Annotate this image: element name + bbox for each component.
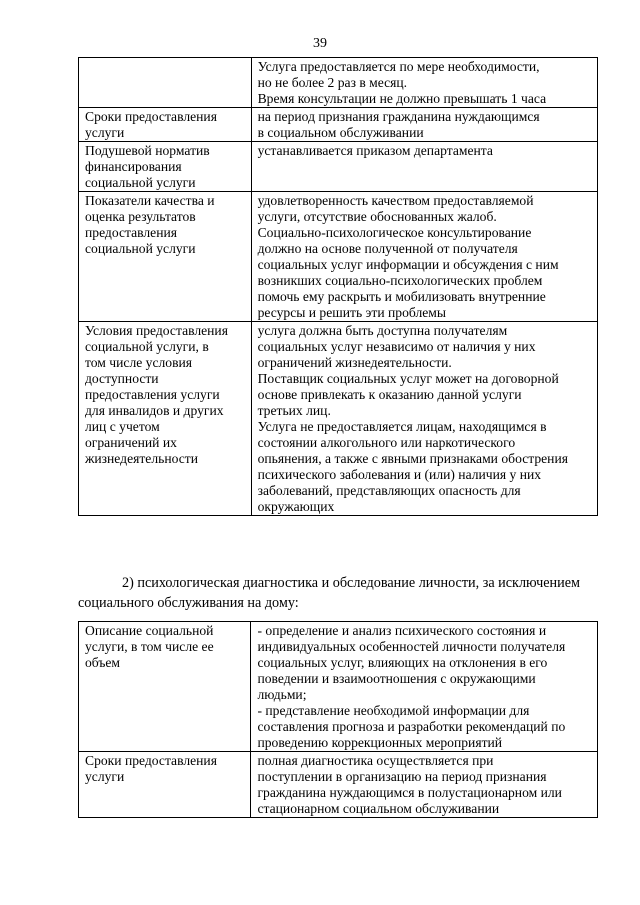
row-label-cell [79,322,252,516]
label-line: предоставления [85,225,178,240]
content-line: услуга должна быть доступна получателям [257,323,508,338]
section-paragraph [78,573,598,613]
row-label-cell [79,58,252,108]
content-line: Услуга предоставляется по мере необходимости, [257,59,540,74]
label-line: Показатели качества и [85,193,215,208]
content-line: удовлетворенность качеством предоставляемой [257,193,534,208]
content-line: психического заболевания и (или) наличия у них [257,467,542,482]
row-label-cell [79,622,251,752]
row-content-cell [251,322,597,516]
content-line: людьми; [257,687,307,702]
label-line: Подушевой норматив [85,143,210,158]
table-row [79,108,598,142]
content-line: но не более 2 раз в месяц. [257,75,408,90]
content-line: Услуга не предоставляется лицам, находящимся в [257,419,547,434]
content-line: Время консультации не должно превышать 1 часа [257,91,547,106]
service-table-1 [78,57,598,516]
content-line: устанавливается приказом департамента [257,143,493,158]
content-line: Социально-психологическое консультирование [257,225,532,240]
row-label-cell [79,192,252,322]
table-row [79,192,598,322]
label-line: финансирования [85,159,182,174]
content-line: в социальном обслуживании [257,125,424,140]
paragraph-line-2: социального обслуживания на дому: [78,595,299,611]
label-line: объем [85,655,121,670]
label-line: социальной услуги [85,241,196,256]
label-line: том числе условия [85,355,193,370]
label-line: для инвалидов и других [85,403,224,418]
content-line: ограничений жизнедеятельности. [257,355,452,370]
label-line: Условия предоставления [85,323,228,338]
content-line: окружающих [257,499,335,514]
row-content-cell [251,752,598,818]
row-content-cell [251,192,597,322]
content-line: социальных услуг информации и обсуждения с ним [257,257,559,272]
label-line: оценка результатов [85,209,196,224]
row-content-cell [251,58,597,108]
paragraph-line-1: 2) психологическая диагностика и обследование личности, за исключением [122,575,580,591]
content-line: гражданина нуждающимся в полустационарном или [257,785,562,800]
content-line: на период признания гражданина нуждающимся [257,109,540,124]
row-content-cell [251,622,598,752]
table-row [79,322,598,516]
label-line: Сроки предоставления [85,753,217,768]
table-row [79,58,598,108]
content-line: заболеваний, представляющих опасность для [257,483,521,498]
label-line: предоставления услуги [85,387,220,402]
content-line: опьянения, а также с явными признаками обострения [257,451,568,466]
content-line: составления прогноза и разработки рекомендаций по [257,719,566,734]
table-row [79,622,598,752]
row-content-cell [251,142,597,192]
label-line: услуги [85,125,125,140]
content-line: Поставщик социальных услуг может на договорной [257,371,559,386]
content-line: ресурсы и решить эти проблемы [257,305,446,320]
label-line: услуги [85,769,125,784]
content-line: помочь ему раскрыть и мобилизовать внутренние [257,289,546,304]
content-line: состоянии алкогольного или наркотического [257,435,516,450]
row-label-cell [79,142,252,192]
row-label-cell [79,108,252,142]
label-line: Описание социальной [85,623,214,638]
page-number: 39 [313,36,327,51]
content-line: социальных услуг, влияющих на отклонения в его [257,655,548,670]
table-row [79,752,598,818]
content-line: проведению коррекционных мероприятий [257,735,503,750]
label-line: ограничений их [85,435,177,450]
label-line: доступности [85,371,159,386]
row-content-cell [251,108,597,142]
row-label-cell [79,752,251,818]
service-table-2 [78,621,598,818]
content-line: поступлении в организацию на период признания [257,769,547,784]
content-line: поведении и взаимоотношения с окружающими [257,671,536,686]
content-line: стационарном социальном обслуживании [257,801,500,816]
content-line: - представление необходимой информации для [257,703,530,718]
content-line: полная диагностика осуществляется при [257,753,494,768]
label-line: лиц с учетом [85,419,160,434]
label-line: Сроки предоставления [85,109,217,124]
content-line: - определение и анализ психического состояния и [257,623,547,638]
content-line: третьих лиц. [257,403,331,418]
content-line: индивидуальных особенностей личности получателя [257,639,566,654]
content-line: должно на основе полученной от получателя [257,241,518,256]
content-line: возникших социально-психологических проблем [257,273,543,288]
table-row [79,142,598,192]
label-line: социальной услуги [85,175,196,190]
label-line: социальной услуги, в [85,339,209,354]
content-line: услуги, отсутствие обоснованных жалоб. [257,209,497,224]
label-line: жизнедеятельности [85,451,198,466]
label-line: услуги, в том числе ее [85,639,214,654]
content-line: социальных услуг независимо от наличия у них [257,339,536,354]
content-line: основе привлекать к оказанию данной услуги [257,387,522,402]
